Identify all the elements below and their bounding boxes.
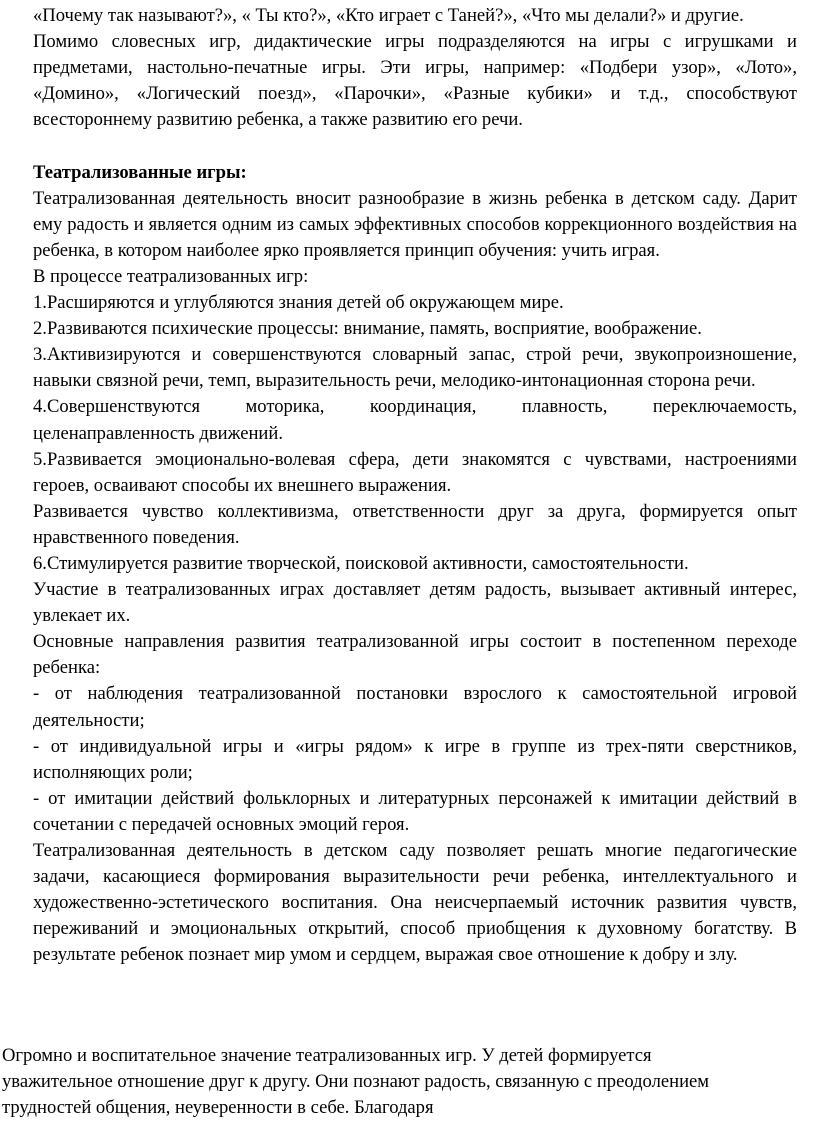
- dash-item-2: - от индивидуальной игры и «игры рядом» к игре в группе из трех-пяти сверстников, исполняющих роли;: [33, 735, 797, 783]
- list-item-3: 3.Активизируются и совершенствуются словарный запас, строй речи, звукопроизношение, навыки связной речи, темп, выразительность речи, мелодико-интонационная сторона речи.: [33, 344, 797, 392]
- list-item-2: 2.Развиваются психические процессы: внимание, память, восприятие, воображение.: [33, 318, 702, 340]
- document-tail: [2, 1043, 802, 1121]
- tail-line-3: трудностей общения, неуверенности в себе. Благодаря: [2, 1097, 434, 1119]
- list-item-1: 1.Расширяются и углубляются знания детей об окружающем мире.: [33, 292, 564, 314]
- paragraph-didactic-games: Помимо словесных игр, дидактические игры подразделяются на игры с игрушками и предметами, настольно-печатные игры. Эти игры, например: «Подбери узор», «Лото», «Домино», «Логический поезд», «Парочки», «Разные кубики» и т.д., способствуют всестороннему развитию ребенка, а также развитию его речи.: [33, 31, 797, 131]
- section-heading: Театрализованные игры:: [33, 161, 247, 183]
- list-item-4: 4.Совершенствуются моторика, координация, плавность, переключаемость, целенаправленность движений.: [33, 396, 797, 444]
- tail-line-1: Огромно и воспитательное значение театрализованных игр. У детей формируется: [2, 1045, 652, 1066]
- paragraph-conclusion: Театрализованная деятельность в детском саду позволяет решать многие педагогические задачи, касающиеся формирования выразительности речи ребенка, интеллектуального и художественно-эстетического воспитания. Она неисчерпаемый источник развития чувств, переживаний и эмоциональных открытий, способ приобщения к духовному богатству. В результате ребенок познает мир умом и сердцем, выражая свое отношение к добру и злу.: [33, 840, 797, 966]
- paragraph-collectivism: Развивается чувство коллективизма, ответственности друг за друга, формируется опыт нравственного поведения.: [33, 500, 797, 548]
- document-body: [33, 3, 797, 968]
- dash-item-1: - от наблюдения театрализованной постановки взрослого к самостоятельной игровой деятельности;: [33, 683, 797, 731]
- paragraph-directions: Основные направления развития театрализованной игры состоит в постепенном переходе ребенка:: [33, 631, 797, 679]
- dash-item-3: - от имитации действий фольклорных и литературных персонажей к имитации действий в сочетании с передачей основных эмоций героя.: [33, 787, 797, 835]
- paragraph-game-examples: «Почему так называют?», « Ты кто?», «Кто играет с Таней?», «Что мы делали?» и другие.: [33, 5, 744, 26]
- paragraph-participation: Участие в театрализованных играх доставляет детям радость, вызывает активный интерес, увлекает их.: [33, 579, 797, 627]
- paragraph-intro: Театрализованная деятельность вносит разнообразие в жизнь ребенка в детском саду. Дарит ему радость и является одним из самых эффективных способов коррекционного воздействия на ребенка, в котором наиболее ярко проявляется принцип обучения: учить играя.: [33, 187, 797, 261]
- tail-line-2: уважительное отношение друг к другу. Они познают радость, связанную с преодолением: [2, 1071, 710, 1093]
- list-item-6: 6.Стимулируется развитие творческой, поисковой активности, самостоятельности.: [33, 552, 689, 574]
- list-item-5: 5.Развивается эмоционально-волевая сфера, дети знакомятся с чувствами, настроениями героев, осваивают способы их внешнего выражения.: [33, 448, 797, 496]
- blank-line: [33, 133, 797, 159]
- paragraph-list-lead: В процессе театрализованных игр:: [33, 265, 309, 287]
